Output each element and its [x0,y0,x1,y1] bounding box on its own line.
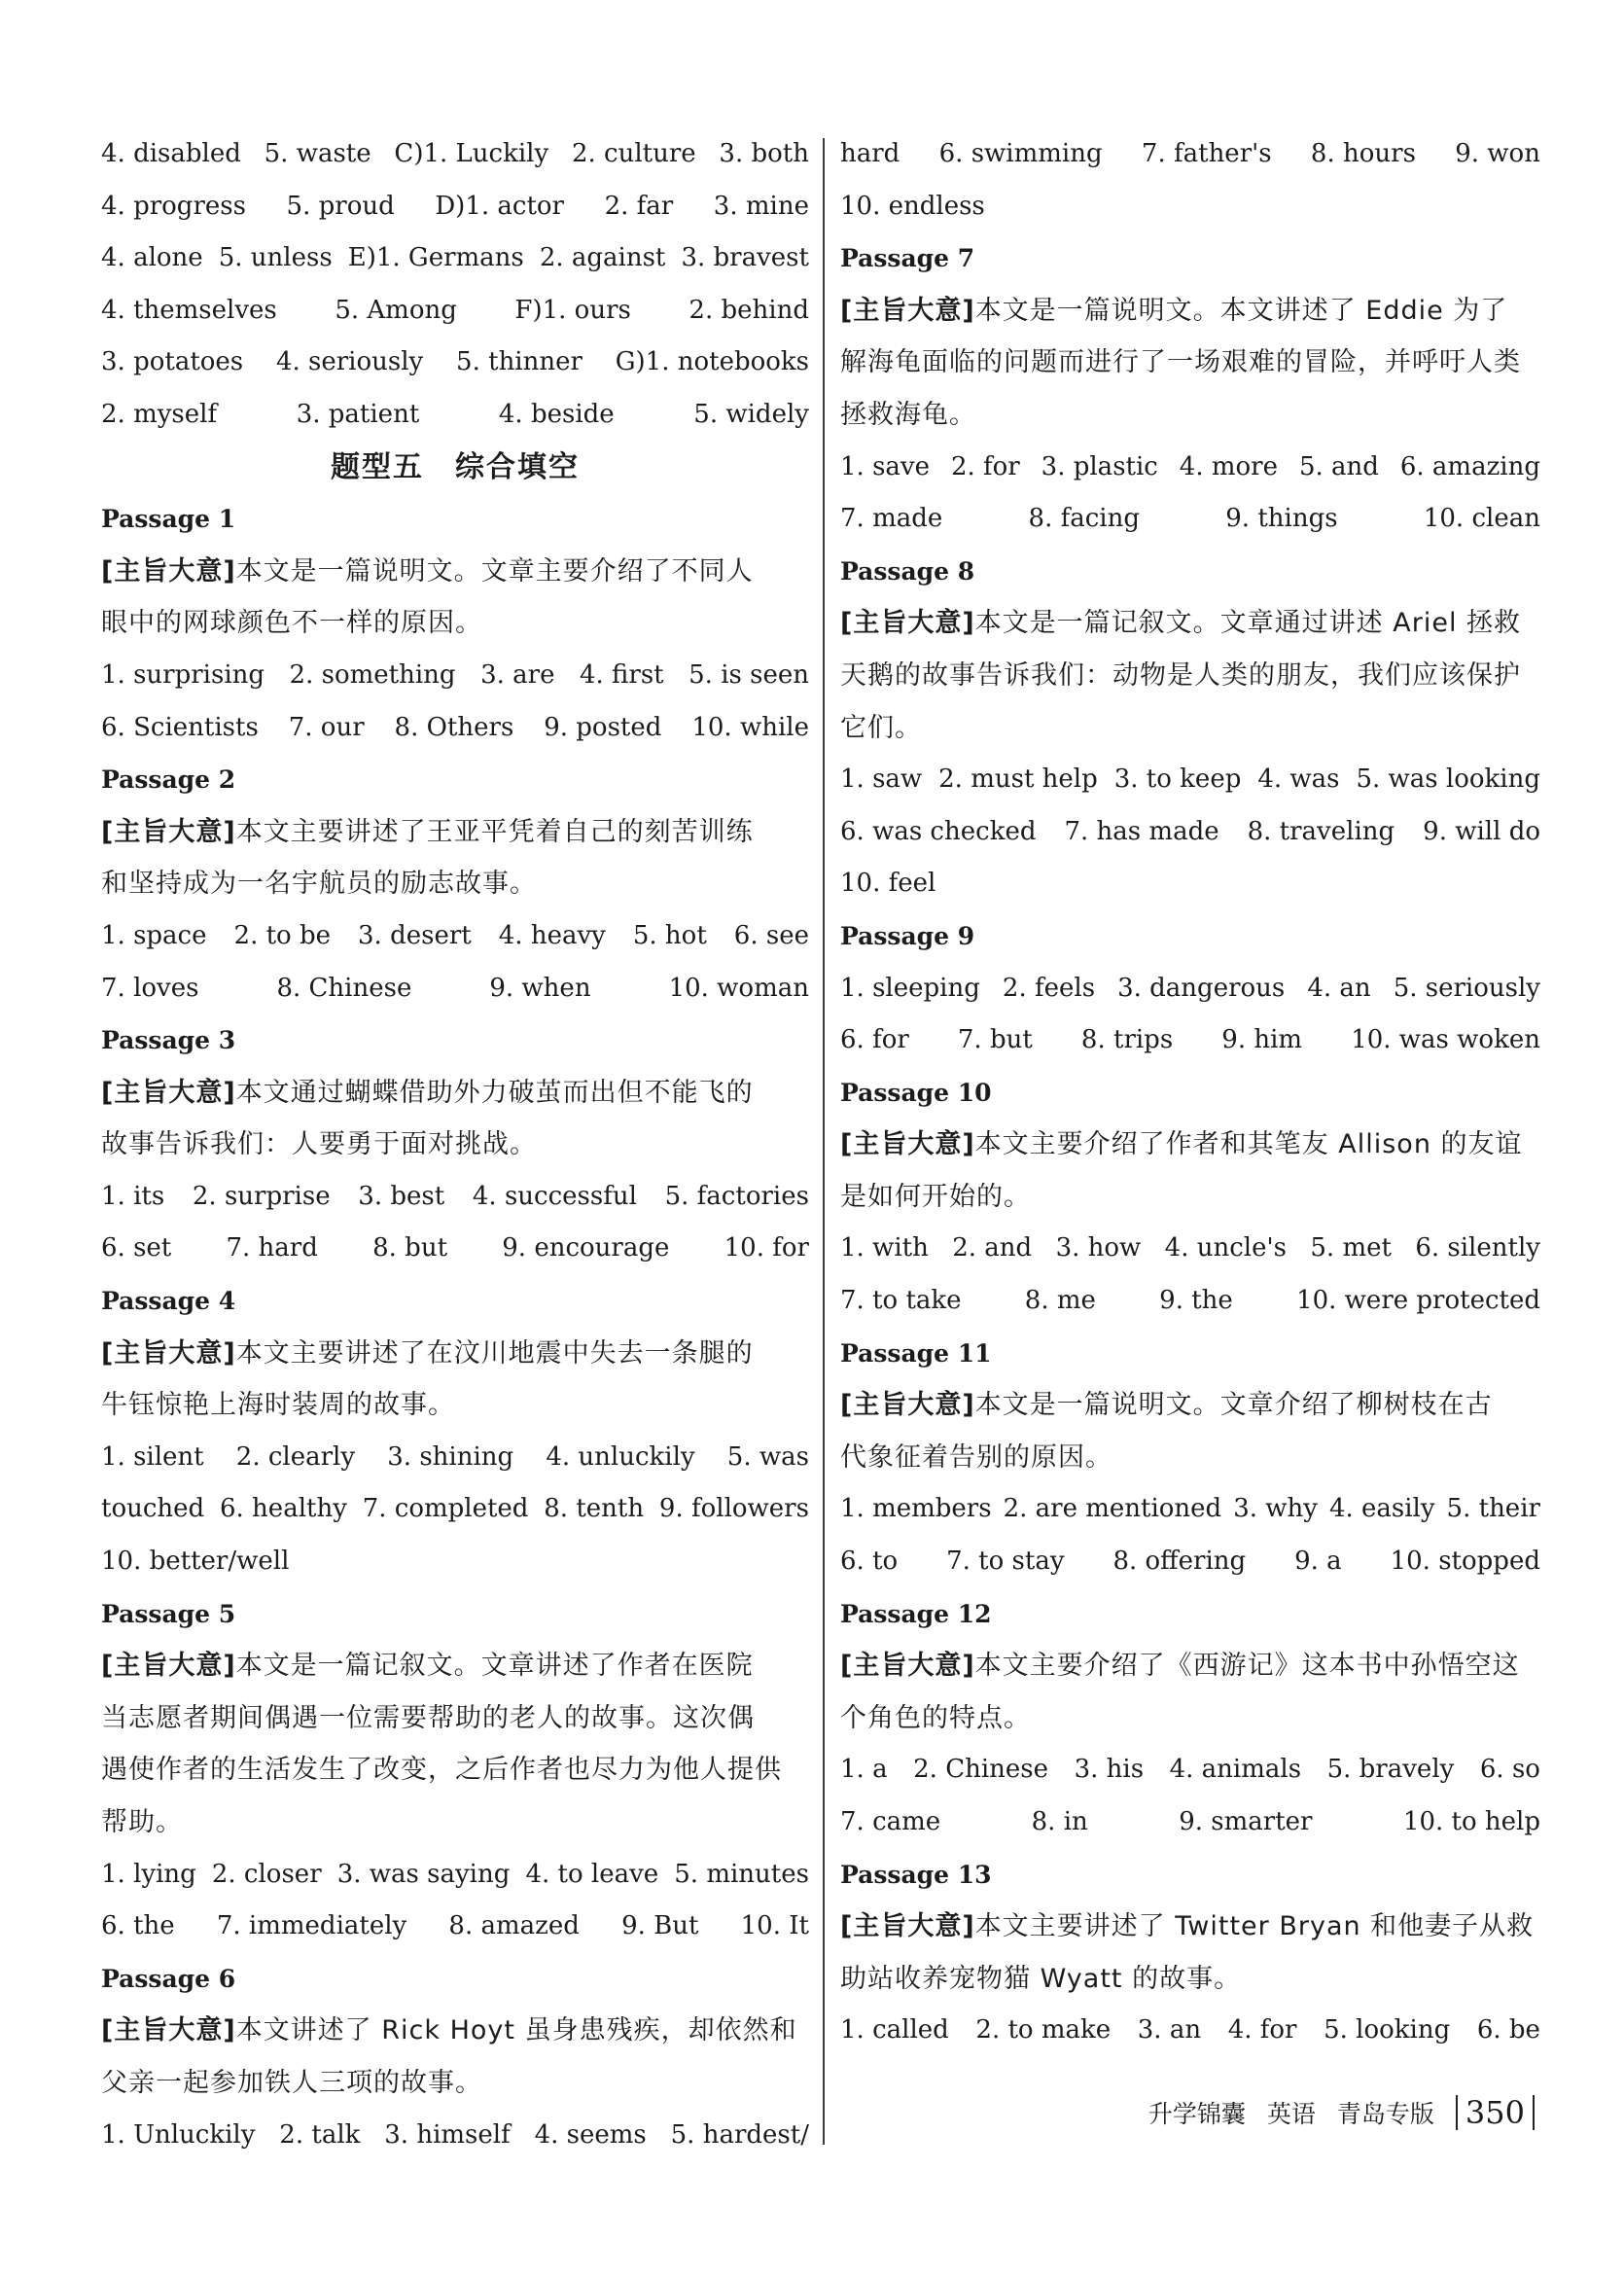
main-idea-text [101,1119,809,1171]
answer-row [840,1796,1540,1849]
answer-item: 1. space [101,920,207,950]
answer-row [840,1483,1540,1536]
passage-heading: Passage 6 [101,1964,236,1993]
answer-item: 4. animals [1169,1755,1302,1785]
main-idea-text [101,1640,809,1692]
answer-item: 10. were protected [1296,1286,1540,1316]
answer-row [840,493,1540,546]
answer-row [840,181,1540,233]
answer-item: 6. swimming [938,139,1103,168]
main-idea-body: 本文主要介绍了《西游记》这本书中孙悟空这 [974,1651,1520,1682]
answer-row [101,389,809,442]
answer-item: 7. to stay [946,1547,1065,1577]
main-idea-body: 本文主要讲述了 Twitter Bryan 和他妻子从救 [974,1911,1535,1942]
main-idea-body: 代象征着告别的原因。 [840,1441,1112,1473]
answer-item: 1. with [840,1233,929,1263]
main-idea-text [840,1692,1540,1745]
passage-heading: Passage 2 [101,765,236,795]
answer-item: 1. lying [101,1859,196,1889]
main-idea-text [101,806,809,859]
answer-item: 1. Unluckily [101,2119,256,2150]
answer-item: 7. made [840,504,943,534]
answer-row [840,754,1540,806]
answer-item: 7. has made [1064,816,1219,846]
answer-item: 4. for [1227,2015,1297,2045]
main-idea-tag: [主旨大意] [101,816,236,847]
answer-item: 3. patient [296,399,420,429]
main-idea-tag: [主旨大意] [101,1077,236,1108]
answer-item: 6. set [101,1233,172,1263]
answer-row [101,285,809,338]
main-idea-body: 本文是一篇说明文。文章介绍了柳树枝在古 [974,1390,1493,1421]
answer-item: 5. seriously [1393,973,1540,1003]
answer-item: 4. heavy [498,920,606,950]
answer-item: 6. be [1476,2015,1540,2045]
answer-item: 6. the [101,1911,175,1941]
answer-item: 4. uncle's [1164,1233,1287,1263]
answer-item: 3. how [1055,1233,1142,1263]
answer-item: 9. followers [658,1494,809,1524]
answer-row [840,1536,1540,1588]
main-idea-text [840,337,1540,389]
answer-item: 4. disabled [101,139,241,168]
main-idea-text [101,1067,809,1120]
answer-item: 3. mine [713,191,809,221]
answer-item: 3. best [358,1181,445,1211]
answer-item: 10. to help [1402,1807,1540,1836]
answer-item: 2. must help [938,765,1098,795]
main-idea-tag: [主旨大意] [101,1651,236,1682]
answer-item: 5. met [1310,1233,1392,1263]
answer-item: 8. hours [1310,139,1416,168]
answer-item: 6. for [840,1025,909,1055]
column-divider [823,138,825,2145]
main-idea-body: 帮助。 [101,1807,183,1837]
answer-item: 2. closer [211,1859,322,1889]
answer-item: 5. Among [335,295,457,325]
right-column [840,128,1540,2057]
answer-item: 9. But [621,1911,699,1941]
answer-row [840,806,1540,859]
answer-row [840,1275,1540,1328]
page-number: 350 [1456,2095,1535,2130]
answer-item: 4. more [1179,451,1278,481]
answer-item: 5. is seen [688,659,809,690]
answer-item: 4. beside [498,399,615,429]
answer-item: 2. clearly [235,1441,356,1472]
answer-row [101,2110,809,2162]
passage-heading: Passage 4 [101,1287,236,1316]
main-idea-body: 本文是一篇说明文。本文讲述了 Eddie 为了 [974,295,1508,326]
answer-item: 5. unless [218,243,333,273]
passage-heading: Passage 10 [840,1078,992,1107]
answer-item: 2. myself [101,399,218,429]
main-idea-text [101,1379,809,1432]
answer-item: 6. see [733,920,809,950]
answer-row [101,181,809,233]
answer-item: 6. amazing [1399,451,1540,481]
answer-item: 5. looking [1324,2015,1451,2045]
answer-item: 1. its [101,1181,165,1211]
answer-item: 10. stopped [1390,1547,1540,1577]
answer-item: 4. seems [534,2119,647,2150]
answer-item: 5. and [1298,451,1379,481]
footer-book-title: 升学锦囊 [1147,2100,1246,2128]
main-idea-tag: [主旨大意] [101,1337,236,1369]
answer-item: 8. Chinese [276,973,412,1003]
main-idea-body: 故事告诉我们：人要勇于面对挑战。 [101,1129,537,1160]
answer-item: 4. progress [101,191,246,221]
main-idea-body: 它们。 [840,712,922,743]
answer-item: 4. unluckily [546,1441,695,1472]
answer-item: 3. bravest [681,243,809,273]
answer-item: 5. hardest/ [670,2119,809,2150]
main-idea-body: 当志愿者期间偶遇一位需要帮助的老人的故事。这次偶 [101,1702,755,1733]
answer-item: 3. potatoes [101,347,244,377]
main-idea-body: 个角色的特点。 [840,1702,1031,1733]
answer-item: 10. It [740,1911,809,1941]
answer-row [101,337,809,389]
answer-item: 2. against [539,243,666,273]
answer-item: 1. a [840,1755,888,1785]
main-idea-text [840,389,1540,442]
answer-item: G)1. notebooks [615,347,809,377]
answer-row [840,963,1540,1015]
answer-item: F)1. ours [514,295,631,325]
answer-item: 1. members [840,1494,992,1524]
main-idea-text [101,2005,809,2057]
main-idea-text [101,1692,809,1745]
answer-item: 7. our [288,712,365,742]
main-idea-tag: [主旨大意] [840,295,975,326]
answer-item: 7. completed [362,1494,529,1524]
answer-item: 1. save [840,451,930,481]
main-idea-text [101,2057,809,2110]
answer-item: 1. sleeping [840,973,980,1003]
answer-item: 7. but [957,1025,1033,1055]
answer-item: 1. surprising [101,659,265,690]
answer-item: 2. talk [279,2119,361,2150]
answer-item: 9. a [1294,1547,1342,1577]
answer-item: 1. saw [840,765,923,795]
answer-item: 6. was checked [840,816,1037,846]
answer-item: 8. trips [1080,1025,1174,1055]
answer-item: 3. himself [384,2119,511,2150]
answer-row [840,442,1540,494]
answer-item: 9. won [1455,139,1540,168]
main-idea-text [840,1953,1540,2006]
answer-item: 2. something [289,659,456,690]
passage-heading: Passage 12 [840,1599,992,1628]
main-idea-tag: [主旨大意] [101,555,236,587]
answer-item: 5. thinner [456,347,583,377]
answer-item: touched [101,1494,205,1524]
answer-row [101,1901,809,1953]
footer-subject: 英语 [1266,2100,1316,2128]
answer-row [101,1536,809,1588]
answer-item: 4. easily [1328,1494,1435,1524]
answer-item: 3. to keep [1113,765,1242,795]
passage-heading: Passage 9 [840,921,975,950]
answer-item: 3. plastic [1041,451,1158,481]
answer-row [101,650,809,702]
answer-item: 8. me [1024,1286,1096,1316]
answer-item: 5. widely [693,399,809,429]
main-idea-text [101,1744,809,1796]
answer-row [101,1483,809,1536]
answer-item: 5. proud [286,191,395,221]
answer-item: 7. loves [101,973,199,1003]
answer-item: 4. an [1307,973,1371,1003]
answer-row [840,128,1540,181]
main-idea-body: 本文是一篇说明文。文章主要介绍了不同人 [235,555,754,587]
answer-item: E)1. Germans [347,243,524,273]
footer-edition: 青岛专版 [1336,2100,1434,2128]
answer-item: 7. immediately [216,1911,407,1941]
answer-item: 5. hot [632,920,707,950]
main-idea-text [101,1796,809,1849]
main-idea-body: 天鹅的故事告诉我们：动物是人类的朋友，我们应该保护 [840,659,1521,691]
answer-row [101,232,809,285]
main-idea-body: 是如何开始的。 [840,1181,1031,1212]
answer-item: 4. was [1257,765,1340,795]
main-idea-text [101,858,809,910]
section-title: 题型五 综合填空 [331,449,580,484]
passage-heading: Passage 8 [840,556,975,586]
answer-item: 3. his [1074,1755,1145,1785]
answer-item: 8. but [372,1233,448,1263]
answer-item: 8. facing [1028,504,1140,534]
main-idea-text [840,1119,1540,1171]
answer-item: 2. surprise [192,1181,331,1211]
main-idea-text [840,1379,1540,1432]
answer-row [840,1223,1540,1275]
main-idea-tag: [主旨大意] [840,1911,975,1942]
answer-item: 3. are [480,659,555,690]
answer-item: 3. both [719,139,809,168]
answer-item: 3. why [1233,1494,1318,1524]
answer-row [101,1171,809,1224]
answer-item: 2. and [952,1233,1033,1263]
main-idea-body: 和坚持成为一名宇航员的励志故事。 [101,869,537,900]
main-idea-text [840,702,1540,755]
answer-item: 9. him [1221,1025,1303,1055]
answer-item: 8. traveling [1247,816,1395,846]
answer-item: 7. hard [226,1233,318,1263]
answer-item: 10. clean [1423,504,1540,534]
main-idea-body: 解海龟面临的问题而进行了一场艰难的冒险，并呼吁人类 [840,347,1521,378]
answer-item: 5. waste [264,139,371,168]
answer-item: 6. Scientists [101,712,259,742]
passage-heading: Passage 5 [101,1599,236,1628]
answer-item: 10. for [724,1233,809,1263]
answer-item: 5. was [726,1441,809,1472]
answer-item: 9. things [1225,504,1338,534]
main-idea-body: 遇使作者的生活发生了改变，之后作者也尽力为他人提供 [101,1755,782,1786]
answer-item: 8. tenth [544,1494,645,1524]
passage-heading: Passage 3 [101,1026,236,1055]
answer-item: 8. amazed [448,1911,580,1941]
main-idea-text [840,285,1540,338]
left-column [101,128,809,2161]
answer-item: 7. came [840,1807,941,1836]
answer-item: 3. desert [358,920,472,950]
main-idea-text [840,1901,1540,1953]
main-idea-body: 助站收养宠物猫 Wyatt 的故事。 [840,1963,1242,1994]
answer-item: 4. to leave [525,1859,659,1889]
answer-row [840,1014,1540,1067]
main-idea-tag: [主旨大意] [840,1651,975,1682]
answer-item: 8. Others [394,712,514,742]
main-idea-body: 本文主要讲述了王亚平凭着自己的刻苦训练 [235,816,754,847]
main-idea-body: 本文讲述了 Rick Hoyt 虽身患残疾，却依然和 [235,2015,797,2046]
answer-item: 9. smarter [1179,1807,1313,1836]
answer-item: 9. the [1159,1286,1233,1316]
answer-item: D)1. actor [435,191,564,221]
answer-row [101,702,809,755]
main-idea-text [840,1640,1540,1692]
answer-row [101,128,809,181]
main-idea-text [840,650,1540,702]
answer-row [101,1223,809,1275]
answer-item: 7. father's [1141,139,1272,168]
answer-row [101,910,809,963]
answer-row [101,1432,809,1484]
answer-item: 9. when [489,973,591,1003]
main-idea-text [840,597,1540,650]
main-idea-text [101,1328,809,1380]
main-idea-body: 本文主要介绍了作者和其笔友 Allison 的友谊 [974,1129,1523,1160]
answer-item: 2. Chinese [913,1755,1049,1785]
answer-item: 1. silent [101,1441,204,1472]
main-idea-text [101,546,809,598]
answer-item: 2. culture [571,139,696,168]
main-idea-body: 父亲一起参加铁人三项的故事。 [101,2067,482,2098]
page-footer [1148,2095,1535,2130]
answer-item: 5. minutes [674,1859,809,1889]
answer-item: 6. silently [1415,1233,1540,1263]
answer-item: 10. woman [668,973,809,1003]
main-idea-text [101,597,809,650]
main-idea-tag: [主旨大意] [840,608,975,639]
answer-item: 7. to take [840,1286,962,1316]
answer-item: 2. feels [1002,973,1096,1003]
answer-row [840,858,1540,910]
answer-item: 9. encourage [502,1233,670,1263]
main-idea-body: 本文主要讲述了在汶川地震中失去一条腿的 [235,1337,754,1369]
answer-row [840,2005,1540,2057]
answer-item: 3. shining [387,1441,514,1472]
answer-item: 4. first [579,659,664,690]
answer-item: C)1. Luckily [394,139,549,168]
main-idea-text [840,1432,1540,1484]
answer-item: 9. posted [544,712,662,742]
main-idea-tag: [主旨大意] [840,1390,975,1421]
answer-item: 10. better/well [101,1547,290,1577]
answer-item: 10. feel [840,869,936,899]
answer-item: 6. to [840,1547,899,1577]
answer-item: 1. called [840,2015,949,2045]
answer-row [840,1744,1540,1796]
answer-item: 5. factories [664,1181,809,1211]
answer-item: 10. was woken [1351,1025,1540,1055]
passage-heading: Passage 13 [840,1860,992,1889]
answer-item: 8. offering [1112,1547,1247,1577]
answer-item: 4. seriously [275,347,424,377]
answer-item: 6. healthy [219,1494,347,1524]
answer-item: 2. to make [975,2015,1112,2045]
answer-item: 2. for [950,451,1020,481]
main-idea-tag: [主旨大意] [840,1129,975,1160]
passage-heading: Passage 1 [101,505,236,534]
answer-row [101,963,809,1015]
answer-row [101,1849,809,1902]
answer-item: 10. endless [840,191,985,221]
answer-item: 4. themselves [101,295,277,325]
answer-item: 6. so [1479,1755,1540,1785]
main-idea-body: 本文通过蝴蝶借助外力破茧而出但不能飞的 [235,1077,754,1108]
main-idea-body: 牛钰惊艳上海时装周的故事。 [101,1390,455,1421]
main-idea-tag: [主旨大意] [101,2015,236,2046]
answer-item: 8. in [1031,1807,1088,1836]
answer-item: 9. will do [1423,816,1540,846]
main-idea-body: 拯救海龟。 [840,399,976,430]
answer-item: 10. while [691,712,809,742]
answer-item: 4. successful [472,1181,637,1211]
answer-item: 5. their [1446,1494,1540,1524]
answer-item: 3. an [1137,2015,1202,2045]
answer-item: 3. dangerous [1117,973,1286,1003]
answer-item: 2. behind [688,295,809,325]
answer-item: 2. to be [233,920,331,950]
answer-item: 4. alone [101,243,203,273]
main-idea-text [840,1171,1540,1224]
answer-item: 5. bravely [1326,1755,1455,1785]
passage-heading: Passage 7 [840,244,975,273]
answer-item: 2. far [604,191,674,221]
answer-item: hard [840,139,900,168]
main-idea-body: 本文是一篇记叙文。文章通过讲述 Ariel 拯救 [974,608,1522,639]
answer-item: 5. was looking [1356,765,1540,795]
passage-heading: Passage 11 [840,1338,992,1368]
main-idea-body: 眼中的网球颜色不一样的原因。 [101,608,482,639]
main-idea-body: 本文是一篇记叙文。文章讲述了作者在医院 [235,1651,754,1682]
answer-item: 2. are mentioned [1003,1494,1222,1524]
answer-item: 3. was saying [336,1859,511,1889]
